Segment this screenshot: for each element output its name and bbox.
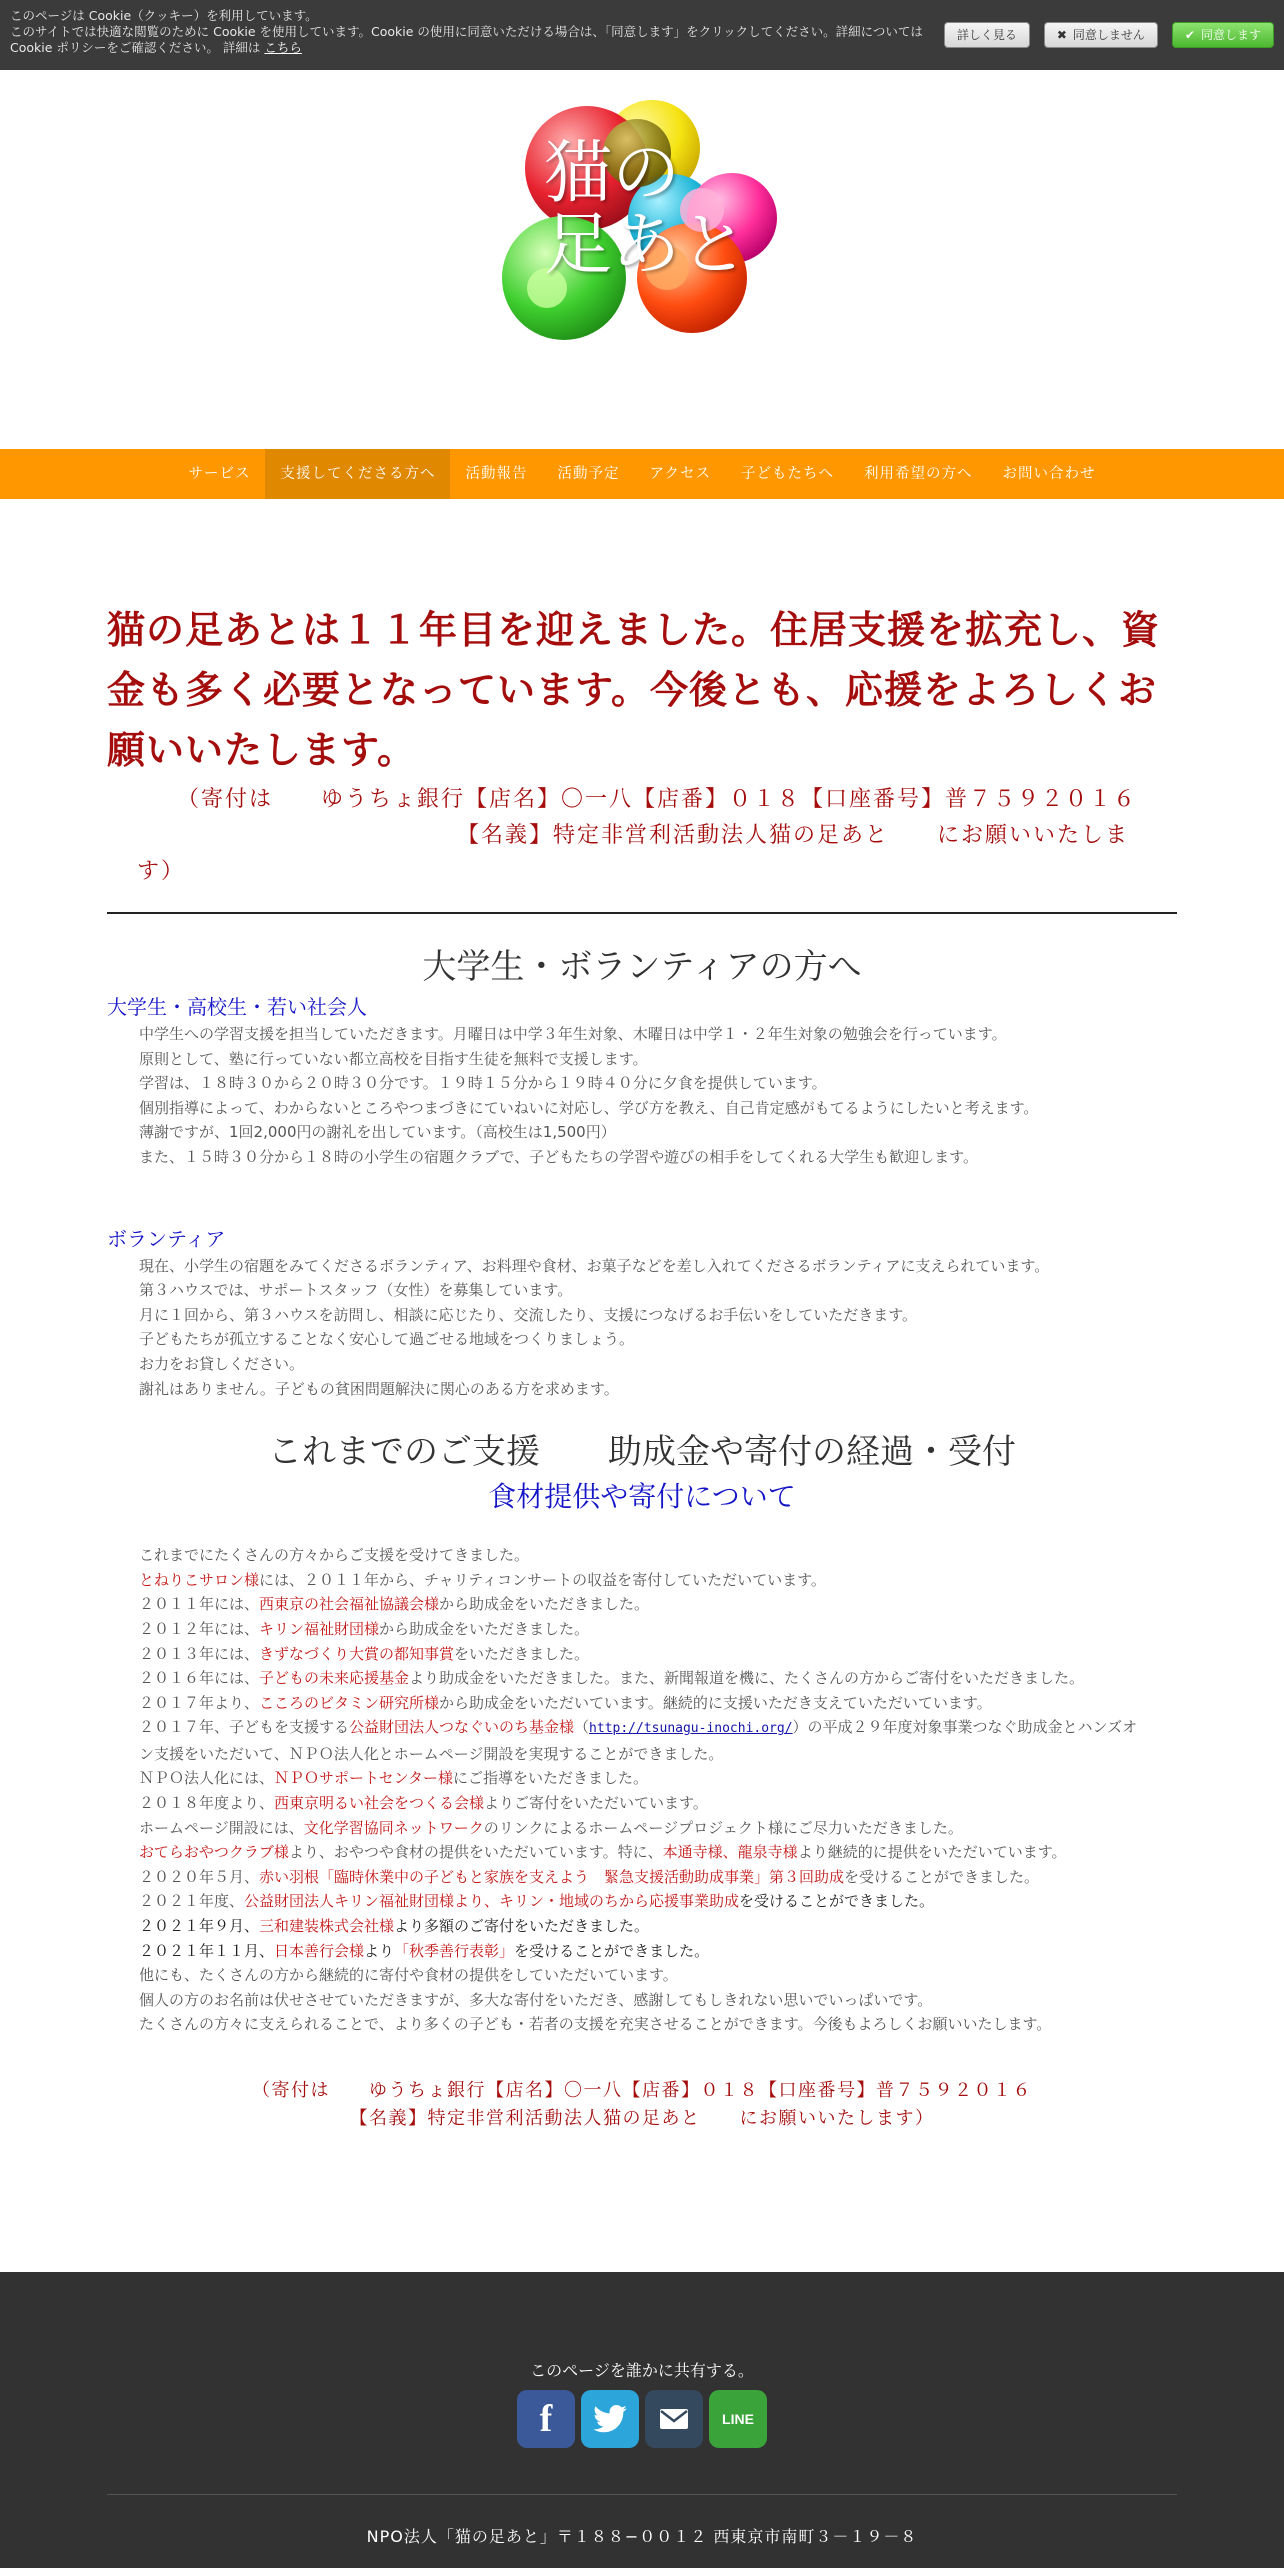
cookie-decline-button[interactable]: ✖ 同意しません: [1044, 22, 1158, 48]
donation-info: [107, 782, 1177, 890]
support-line: おてらおやつクラブ様より、おやつや食材の提供をいただいています。特に、本通寺様、龍泉寺様より継続的に提供をいただいています。: [139, 1843, 1067, 1862]
cookie-line2: このサイトでは快適な閲覧のために Cookie を使用しています。Cookie の使用に同意いただける場合は、「同意します」をクリックしてください。詳細については Cookie ポリシーをご確認ください。 詳細は: [10, 24, 923, 55]
donation-bottom-line1: （寄付は ゆうちょ銀行【店名】〇一八【店番】０１８【口座番号】普７５９２０１６: [252, 2080, 1032, 2101]
facebook-icon: f: [539, 2398, 553, 2440]
donation-info-bottom: [107, 2077, 1177, 2133]
volunteer-line: 月に１回から、第３ハウスを訪問し、相談に応じたり、交流したり、支援につなげるお手伝いをしていただきます。: [139, 1305, 918, 1324]
volunteer-section-title: 大学生・ボランティアの方へ: [422, 947, 862, 987]
students-line: 原則として、塾に行っていない都立高校を目指す生徒を無料で支援します。: [139, 1049, 648, 1068]
support-line: ２０１３年には、きずなづくり大賞の都知事賞をいただきました。: [139, 1644, 590, 1663]
students-line: 個別指導によって、わからないところやつまづきにていねいに対応し、学び方を教え、自己肯定感がもてるようにしたいと考えます。: [139, 1098, 1039, 1117]
donation-line3: す）: [137, 859, 186, 884]
support-line: ン支援をいただいて、ＮＰＯ法人化とホームページ開設を実現することができました。: [139, 1744, 724, 1763]
logo-text-line1: 猫の: [544, 134, 681, 213]
logo-text: [544, 134, 749, 285]
support-line: ２０１８年度より、西東京明るい社会をつくる会様よりご寄付をいただいています。: [139, 1794, 708, 1813]
nav-item-supporters[interactable]: 支援してくださる方へ: [265, 449, 450, 499]
support-subtitle: 食材提供や寄付について: [488, 1480, 796, 1514]
nav-item-reports[interactable]: 活動報告: [465, 466, 528, 482]
main-nav: [0, 449, 1284, 499]
students-line: 薄謝ですが、1回2,000円の謝礼を出しています。（高校生は1,500円）: [139, 1123, 616, 1142]
share-text: このページを誰かに共有する。: [530, 2361, 754, 2380]
support-line: これまでにたくさんの方々からご支援を受けてきました。: [139, 1546, 530, 1565]
volunteer-line: 子どもたちが孤立することなく安心して過ごせる地域をつくりましょう。: [139, 1330, 635, 1349]
nav-item-service[interactable]: サービス: [188, 466, 251, 482]
students-heading: 大学生・高校生・若い社会人: [107, 995, 367, 1019]
nav-item-users[interactable]: 利用希望の方へ: [864, 466, 973, 482]
support-history: [107, 1543, 1177, 2037]
facebook-share-button[interactable]: [517, 2390, 575, 2448]
cookie-banner: [0, 0, 1284, 70]
students-line: 学習は、１８時３０から２０時３０分です。１９時１５分から１９時４０分に夕食を提供しています。: [139, 1074, 827, 1093]
support-line: ２０１７年より、こころのビタミン研究所様から助成金をいただいています。継続的に支援いただき支えていただいています。: [139, 1693, 992, 1712]
divider: [107, 912, 1177, 914]
donation-line2: 【名義】特定非営利活動法人猫の足あと にお願いいたしま: [457, 823, 1130, 848]
students-line: 中学生への学習支援を担当していただきます。月曜日は中学３年生対象、木曜日は中学１・２年生対象の勉強会を行っています。: [139, 1025, 1007, 1043]
line-icon: LINE: [722, 2411, 754, 2427]
cookie-policy-link[interactable]: こちら: [264, 40, 302, 55]
close-icon: ✖: [1056, 28, 1067, 42]
nav-item-schedule[interactable]: 活動予定: [557, 466, 620, 482]
volunteer-line: 第３ハウスでは、サポートスタッフ（女性）を募集しています。: [139, 1281, 573, 1300]
nav-item-children[interactable]: 子どもたちへ: [741, 466, 835, 482]
twitter-icon: [593, 2405, 627, 2433]
cookie-buttons: [944, 22, 1274, 48]
mail-share-button[interactable]: [645, 2390, 703, 2448]
main-content: [107, 600, 1177, 2133]
volunteer-line: お力をお貸しください。: [139, 1354, 305, 1373]
line-share-button[interactable]: [709, 2390, 767, 2448]
volunteer-paragraph: [107, 1254, 1177, 1402]
nav-item-access[interactable]: アクセス: [649, 466, 712, 482]
volunteer-line: 現在、小学生の宿題をみてくださるボランティア、お料理や食材、お菓子などを差し入れてくださるボランティアに支えられています。: [139, 1256, 1050, 1275]
support-line: 他にも、たくさんの方から継続的に寄付や食材の提供をしていただいています。: [139, 1966, 678, 1985]
support-line: ２０１７年、子どもを支援する公益財団法人つなぐいのち基金様（http://tsunagu-inochi.org/）の平成２９年度対象事業つなぐ助成金とハンズオ: [139, 1718, 1138, 1737]
support-line: ２０１１年には、西東京の社会福祉協議会様から助成金をいただきました。: [139, 1595, 650, 1614]
support-line: ２０２１年度、公益財団法人キリン福祉財団様より、キリン・地域のちから応援事業助成を受けることができました。: [139, 1892, 935, 1911]
support-line: ホームページ開設には、文化学習協同ネットワークのリンクによるホームページプロジェクト様にご尽力いただきました。: [139, 1818, 963, 1837]
nav-item-contact[interactable]: お問い合わせ: [1002, 466, 1096, 482]
support-line: ＮＰＯ法人化には、ＮＰＯサポートセンター様にご指導をいただきました。: [139, 1769, 648, 1788]
cookie-line1: このページは Cookie（クッキー）を利用しています。: [10, 8, 318, 23]
support-line: ２０１６年には、子どもの未来応援基金より助成金をいただきました。また、新聞報道を機に、たくさんの方からご寄付をいただきました。: [139, 1669, 1085, 1688]
cookie-accept-button[interactable]: ✔ 同意します: [1172, 22, 1274, 48]
tsunagu-inochi-link[interactable]: http://tsunagu-inochi.org/: [589, 1721, 793, 1737]
volunteer-line: 謝礼はありません。子どもの貧困問題解決に関心のある方を求めます。: [139, 1379, 619, 1398]
support-line: ２０１２年には、キリン福祉財団様から助成金をいただきました。: [139, 1619, 590, 1638]
support-line: ２０２１年１１月、日本善行会様より「秋季善行表彰」を受けることができました。: [139, 1941, 710, 1960]
page-headline: 猫の足あとは１１年目を迎えました。住居支援を拡充し、資金も多く必要となっています。今後とも、応援をよろしくお願いいたします。: [107, 608, 1161, 772]
support-line: ２０２１年９月、三和建装株式会社様より多額のご寄付をいただきました。: [139, 1917, 650, 1936]
share-buttons: [517, 2390, 767, 2448]
support-line: たくさんの方々に支えられることで、より多くの子ども・若者の支援を充実させることができます。今後もよろしくお願いいたします。: [139, 2015, 1052, 2034]
volunteer-heading: ボランティア: [107, 1226, 226, 1251]
logo-text-line2: 足あと: [544, 206, 749, 285]
mail-icon: [659, 2408, 689, 2430]
twitter-share-button[interactable]: [581, 2390, 639, 2448]
support-line: 個人の方のお名前は伏せさせていただきますが、多大な寄付をいただき、感謝してもしきれない思いでいっぱいです。: [139, 1990, 933, 2009]
check-icon: ✔: [1184, 28, 1195, 42]
site-logo[interactable]: [492, 98, 792, 358]
donation-bottom-line2: 【名義】特定非営利活動法人猫の足あと にお願いいたします）: [349, 2108, 935, 2129]
cookie-message: [10, 8, 930, 56]
support-section-title: これまでのご支援 助成金や寄付の経過・受付: [268, 1432, 1016, 1473]
donation-line1: （寄付は ゆうちょ銀行【店名】〇一八【店番】０１８【口座番号】普７５９２０１６: [177, 787, 1138, 812]
students-paragraph: [107, 1022, 1177, 1170]
footer-address: NPO法人「猫の足あと」〒１８８−００１２ 西東京市南町３－１９－８: [366, 2527, 918, 2546]
footer: [0, 2272, 1284, 2568]
support-line: ２０２０年５月、赤い羽根「臨時休業中の子どもと家族を支えよう 緊急支援活動助成事業」第３回助成を受けることができました。: [139, 1867, 1040, 1886]
cookie-details-button[interactable]: 詳しく見る: [944, 22, 1030, 48]
students-line: また、１５時３０分から１８時の小学生の宿題クラブで、子どもたちの学習や遊びの相手をしてくれる大学生も歓迎します。: [139, 1147, 978, 1166]
support-line: とねりこサロン様には、２０１１年から、チャリティコンサートの収益を寄付していただいています。: [139, 1570, 826, 1589]
footer-divider: [107, 2494, 1177, 2495]
